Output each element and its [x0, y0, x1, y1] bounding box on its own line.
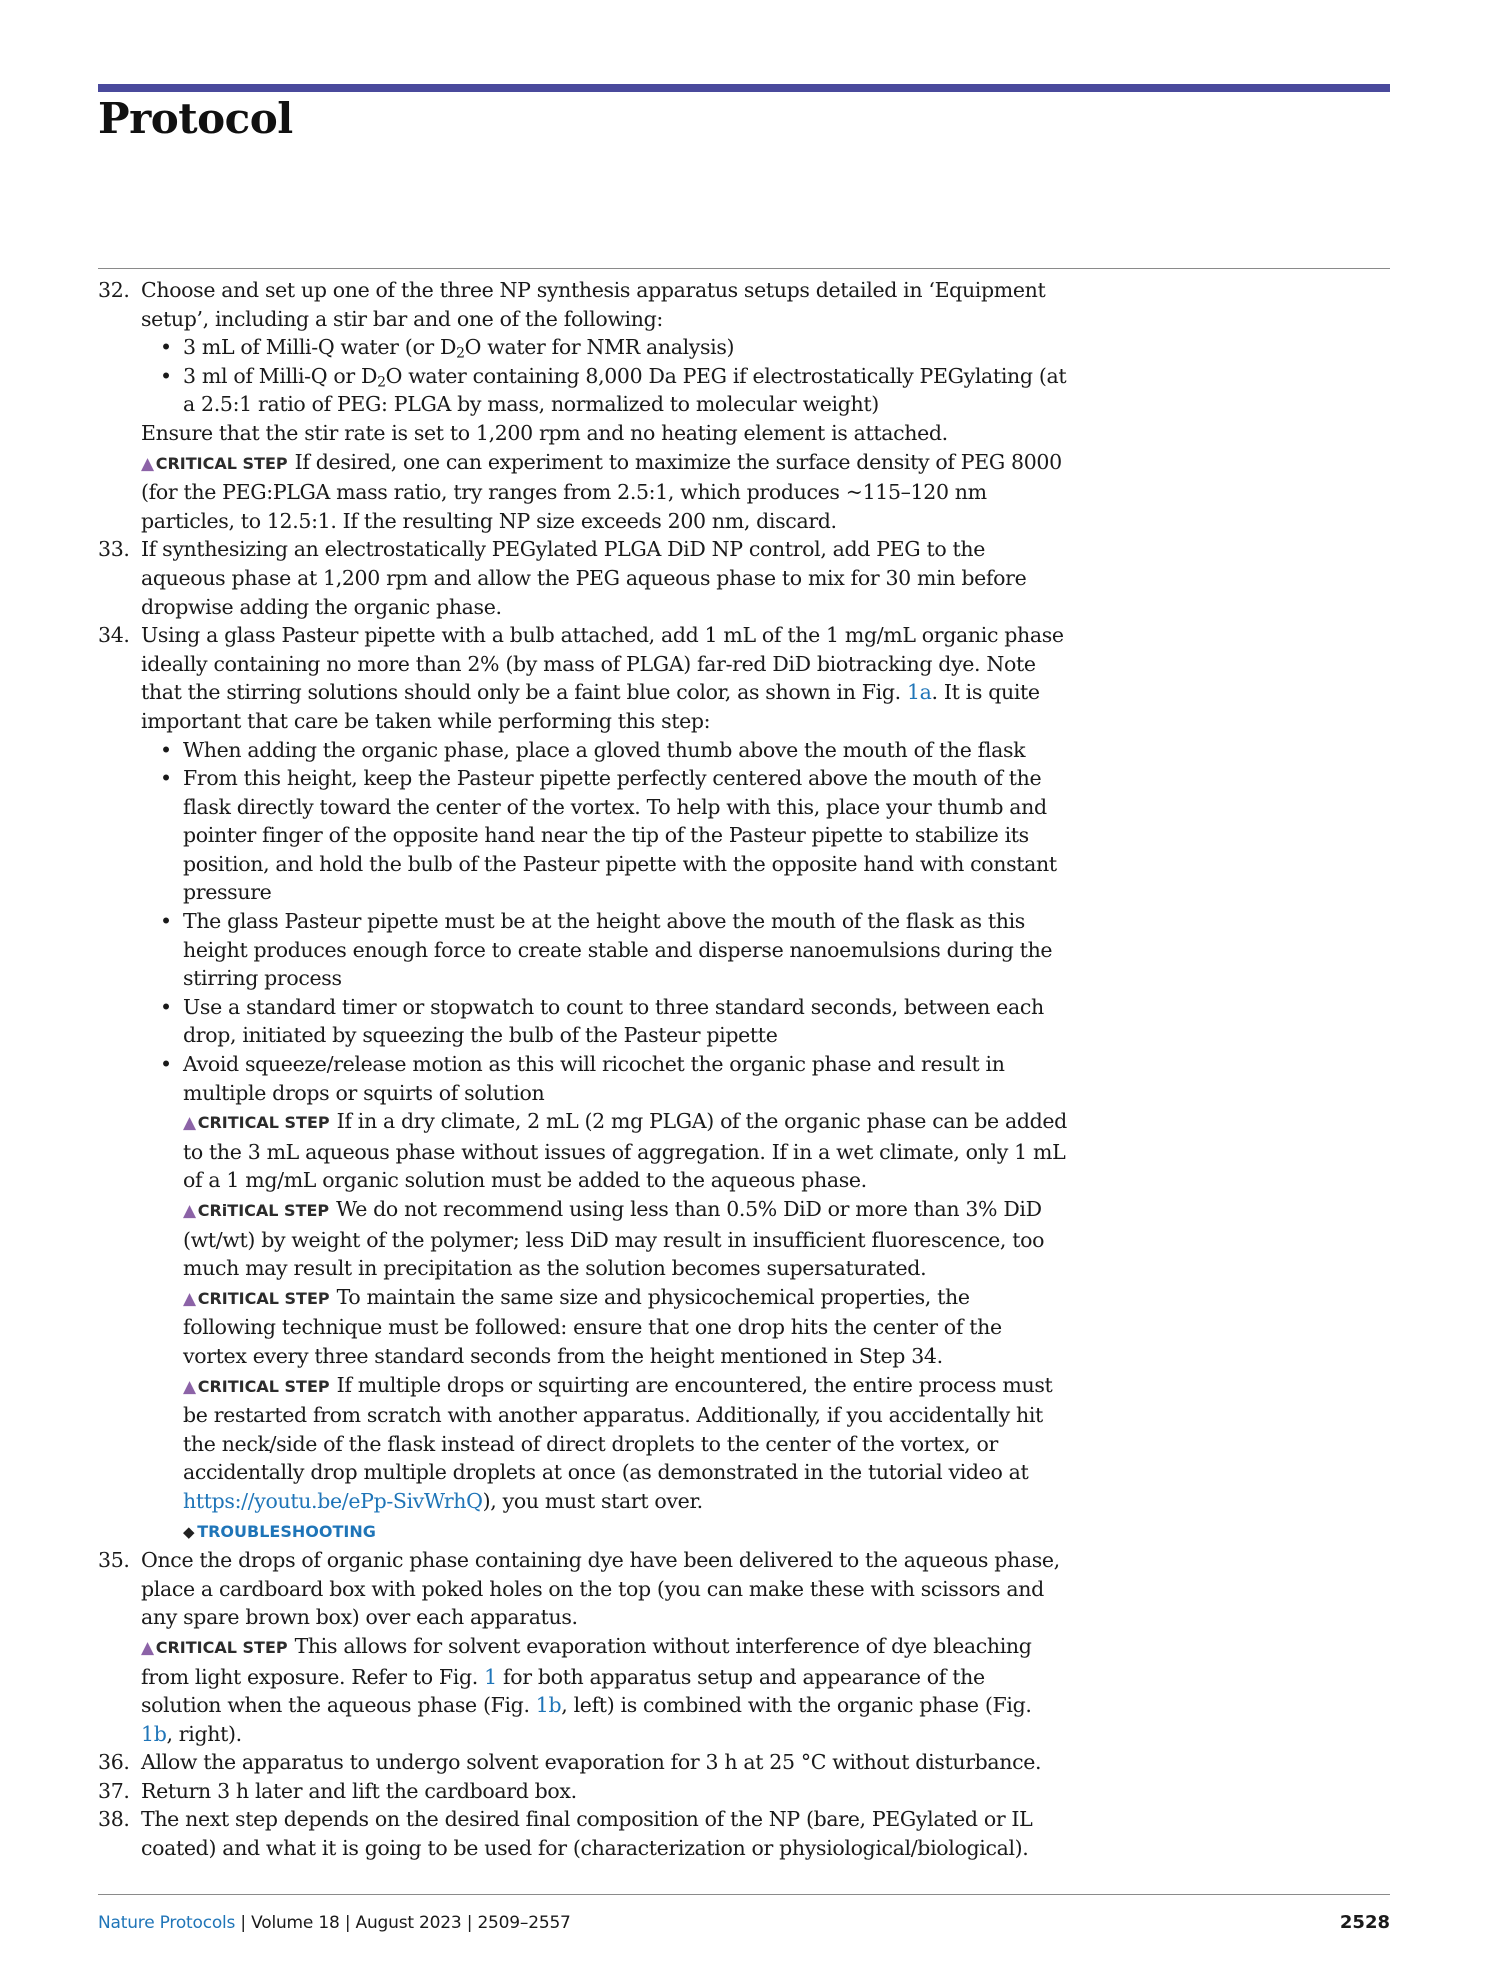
step-text: The next step depends on the desired final composition of the NP (bare, PEGylated or IL coated) and what it is going to be used for (characterization or physiological/biological).: [141, 1807, 1033, 1861]
step-text: If synthesizing an electrostatically PEGylated PLGA DiD NP control, add PEG to the aqueous phase at 1,200 rpm and allow the PEG aqueous phase to mix for 30 min before dropwise adding the organic phase.: [141, 537, 1027, 619]
step-number: 35.: [98, 1548, 130, 1573]
triangle-icon: ▲: [141, 453, 154, 474]
list-item: • The glass Pasteur pipette must be at the height above the mouth of the flask as this height produces enough force to create stable and disperse nanoemulsions during the stirring process: [141, 907, 1068, 993]
critical-steps: [141, 1107, 1068, 1546]
figure-link[interactable]: 1a: [906, 680, 932, 705]
list-item: • 3 mL of Milli-Q water (or $D_2O$ water for NMR analysis): [141, 333, 1068, 362]
content-top-divider: [98, 268, 1390, 269]
step-number: 38.: [98, 1807, 130, 1832]
header-rule: [98, 84, 1390, 92]
step-text: Ensure that the stir rate is set to 1,200 rpm and no heating element is attached.: [141, 420, 948, 445]
step-38: [98, 1805, 1068, 1862]
critical-step: ▲ CRITICAL STEP If in a dry climate, 2 mL (2 mg PLGA) of the organic phase can be added to the 3 mL aqueous phase without issues of aggregation. If in a wet climate, only 1 mL of a 1 mg/mL organic solution must be added to the aqueous phase.: [183, 1109, 1067, 1193]
troubleshooting-label: TROUBLESHOOTING: [197, 1521, 376, 1541]
figure-link[interactable]: 1b: [535, 1693, 562, 1718]
triangle-icon: ▲: [183, 1201, 196, 1221]
step-text: Using a glass Pasteur pipette with a bulb attached, add 1 mL of the 1 mg/mL organic phase ideally containing no more than 2% (by mass of PLGA) far-red DiD biotracking dye. Note that the stirring solutions should only be a faint blue color, as shown in Fig. 1a. It is quite important that care be taken while performing this step:: [141, 623, 1064, 733]
step-text: Once the drops of organic phase containing dye have been delivered to the aqueous phase, place a cardboard box with poked holes on the top (you can make these with scissors and any spare brown box) over each apparatus.: [141, 1548, 1060, 1630]
step-number: 32.: [98, 278, 130, 302]
troubleshooting-link[interactable]: [183, 1516, 1068, 1547]
figure-link[interactable]: 1: [484, 1664, 497, 1689]
critical-step-label: CRITICAL STEP: [197, 1288, 330, 1308]
critical-step: ▲ CRITICAL STEP This allows for solvent evaporation without interference of dye bleaching from light exposure. Refer to Fig. 1 for both apparatus setup and appearance of the solution when the aqueous phase (Fig. 1b, left) is combined with the organic phase (Fig. 1b, right).: [141, 1633, 1032, 1746]
instruction-list: [141, 736, 1068, 1108]
critical-step-label: CRiTICAL STEP: [197, 1201, 330, 1220]
step-35: [98, 1546, 1068, 1748]
step-33: [98, 535, 1068, 621]
step-32: [98, 276, 1068, 535]
critical-step-label: CRITICAL STEP: [155, 453, 288, 473]
critical-step-label: CRITICAL STEP: [155, 1637, 288, 1657]
journal-link[interactable]: Nature Protocols: [98, 1913, 236, 1933]
list-item: • From this height, keep the Pasteur pipette perfectly centered above the mouth of the flask directly toward the center of the vortex. To help with this, place your thumb and pointer finger of the opposite hand near the tip of the Pasteur pipette to stabilize its position, and hold the bulb of the Pasteur pipette with the opposite hand with constant pressure: [141, 764, 1068, 907]
step-37: [98, 1777, 1068, 1806]
critical-step: ▲ CRiTICAL STEP We do not recommend using less than 0.5% DiD or more than 3% DiD (wt/wt) by weight of the polymer; less DiD may result in insufficient fluorescence, too much may result in precipitation as the solution becomes supersaturated.: [183, 1197, 1045, 1281]
protocol-steps: [98, 276, 1068, 1863]
critical-step: ▲ CRITICAL STEP If multiple drops or squirting are encountered, the entire process must be restarted from scratch with another apparatus. Additionally, if you accidentally hit the neck/side of the flask instead of direct droplets to the center of the vortex, or accidentally drop multiple droplets at once (as demonstrated in the tutorial video at https://youtu.be/ePp-SivWrhQ), you must start over.: [183, 1372, 1053, 1513]
step-text: Return 3 h later and lift the cardboard box.: [141, 1778, 577, 1803]
diamond-icon: ◆: [183, 1522, 195, 1541]
triangle-icon: ▲: [141, 1637, 154, 1658]
page-title: Protocol: [98, 94, 293, 143]
critical-step: ▲ CRITICAL STEP If desired, one can experiment to maximize the surface density of PEG 8000 (for the PEG:PLGA mass ratio, try ranges from 2.5:1, which produces ~115–120 nm particles, to 12.5:1. If the resulting NP size exceeds 200 nm, discard.: [141, 449, 1062, 533]
step-text: Allow the apparatus to undergo solvent evaporation for 3 h at 25 °C without disturbance.: [141, 1750, 1042, 1775]
step-number: 33.: [98, 537, 130, 562]
step-number: 37.: [98, 1778, 130, 1803]
step-number: 34.: [98, 623, 130, 648]
footer-divider: [98, 1894, 1390, 1895]
footer-citation: Nature Protocols | Volume 18 | August 2023 | 2509–2557: [98, 1913, 571, 1933]
list-item: • 3 ml of Milli-Q or $D_2O$ water containing 8,000 Da PEG if electrostatically PEGylating (at a 2.5:1 ratio of PEG: PLGA by mass, normalized to molecular weight): [141, 362, 1068, 419]
step-36: [98, 1748, 1068, 1777]
page-number: 2528: [1339, 1912, 1390, 1933]
list-item: • Avoid squeeze/release motion as this will ricochet the organic phase and result in multiple drops or squirts of solution: [141, 1050, 1068, 1107]
triangle-icon: ▲: [183, 1113, 196, 1134]
critical-step: ▲ CRITICAL STEP To maintain the same size and physicochemical properties, the following technique must be followed: ensure that one drop hits the center of the vortex every three standard seconds from the height mentioned in Step 34.: [183, 1284, 1002, 1368]
figure-link[interactable]: 1b: [141, 1721, 167, 1746]
list-item: • When adding the organic phase, place a gloved thumb above the mouth of the flask: [141, 736, 1068, 765]
step-34: [98, 621, 1068, 1546]
step-text: Choose and set up one of the three NP synthesis apparatus setups detailed in ‘Equipment setup’, including a stir bar and one of the following:: [141, 278, 1046, 331]
triangle-icon: ▲: [183, 1288, 196, 1309]
step-number: 36.: [98, 1750, 130, 1775]
option-list: [141, 333, 1068, 419]
list-item: • Use a standard timer or stopwatch to count to three standard seconds, between each drop, initiated by squeezing the bulb of the Pasteur pipette: [141, 993, 1068, 1050]
triangle-icon: ▲: [183, 1376, 196, 1397]
critical-step-label: CRITICAL STEP: [197, 1376, 330, 1396]
tutorial-video-link[interactable]: https://youtu.be/ePp-SivWrhQ: [183, 1488, 483, 1513]
critical-step-label: CRITICAL STEP: [197, 1113, 330, 1133]
